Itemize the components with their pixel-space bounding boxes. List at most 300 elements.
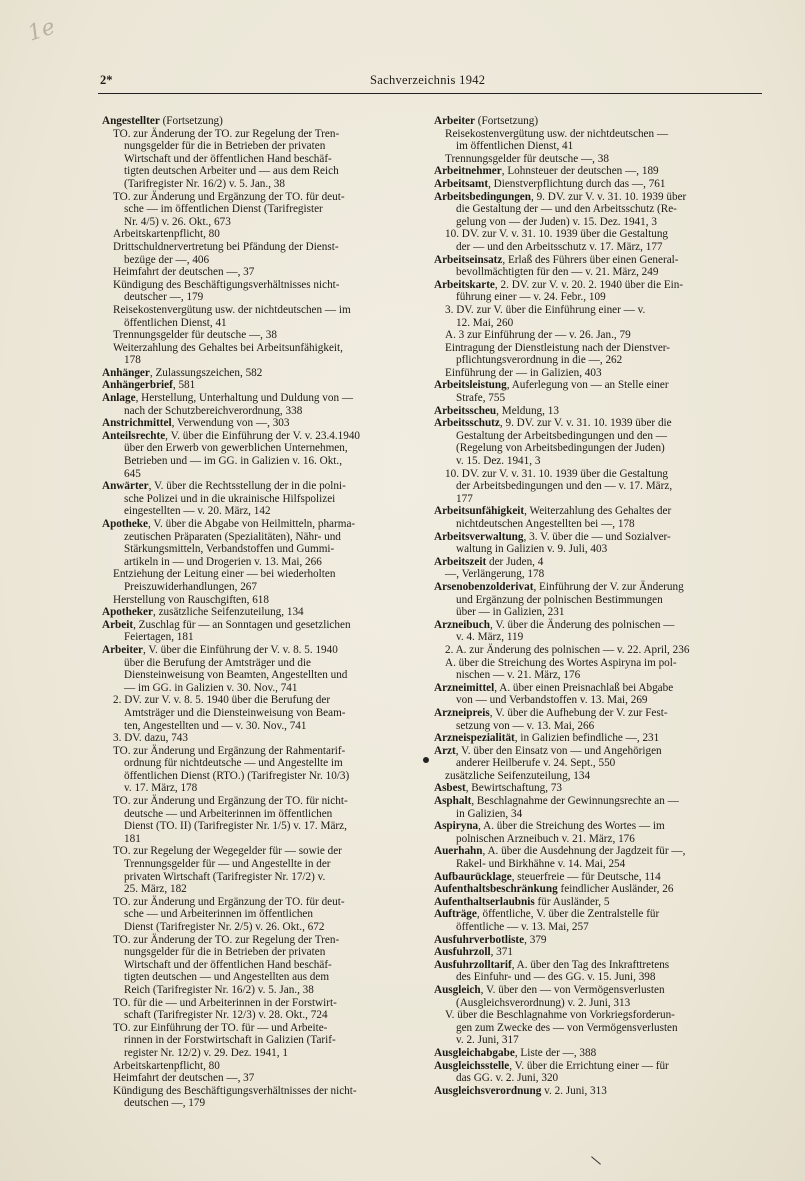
- index-entry-heading-line: [434, 417, 764, 430]
- index-text: , Weiterzahlung des Gehaltes der: [524, 505, 672, 518]
- index-entry-line: [434, 228, 764, 241]
- index-text: ten, Angestellten und — v. 30. Nov., 741: [124, 719, 307, 732]
- index-entry-line: [102, 342, 420, 355]
- index-text: Gestaltung der Arbeitsbedingungen und den —: [456, 429, 667, 442]
- index-entry-line: [102, 946, 420, 959]
- index-text: Eintragung der Dienstleistung nach der Dienstver-: [445, 341, 671, 354]
- index-entry-line: [102, 934, 420, 947]
- index-text: , 581: [172, 379, 196, 392]
- index-text: TO. zur Einführung der TO. für — und Arbeite-: [113, 1021, 328, 1034]
- index-entry-line: [102, 594, 420, 607]
- index-entry-line: [102, 178, 420, 191]
- index-entry-line: [102, 921, 420, 934]
- index-entry-heading-line: [434, 531, 764, 544]
- index-column-right: [434, 115, 764, 1097]
- index-text: , V. über die Rechtsstellung der in die polni-: [148, 480, 346, 493]
- index-keyword: Anteilsrechte: [102, 429, 166, 442]
- index-text: Arbeitskartenpflicht, 80: [113, 228, 220, 241]
- index-entry-line: [102, 657, 420, 670]
- index-entry-line: [102, 317, 420, 330]
- index-text: Wirtschaft und der öffentlichen Hand beschäf-: [124, 152, 332, 165]
- index-text: , Dienstverpflichtung durch das —, 761: [488, 177, 666, 190]
- index-entry-heading-line: [434, 845, 764, 858]
- index-text: im öffentlichen Dienst, 41: [456, 140, 574, 153]
- index-text: Heimfahrt der deutschen —, 37: [113, 1072, 255, 1085]
- index-text: nischen — v. 21. März, 176: [456, 669, 581, 682]
- index-text: Feiertagen, 181: [124, 631, 194, 644]
- index-entry-line: [434, 367, 764, 380]
- index-entry-heading-line: [102, 417, 420, 430]
- index-text: 10. DV. zur V. v. 31. 10. 1939 über die Gestaltung: [445, 228, 669, 241]
- index-text: TO. für die — und Arbeiterinnen in der Forstwirt-: [113, 996, 337, 1009]
- index-text: , Liste der —, 388: [514, 1046, 597, 1059]
- index-keyword: Arzneispezialität: [434, 732, 515, 745]
- index-entry-line: [102, 140, 420, 153]
- index-text: TO. zur Änderung und Ergänzung der TO. für nicht-: [113, 795, 348, 808]
- index-entry-line: [102, 128, 420, 141]
- index-entry-line: [102, 304, 420, 317]
- index-text: Betrieben und — im GG. in Galizien v. 16. Okt.,: [124, 455, 343, 468]
- index-entry-line: [102, 543, 420, 556]
- index-keyword: Arbeitszeit: [434, 555, 487, 568]
- index-entry-line: [102, 984, 420, 997]
- index-text: (Tarifregister Nr. 16/2) v. 5. Jan., 38: [124, 177, 285, 190]
- index-entry-line: [102, 468, 420, 481]
- index-keyword: Anhänger: [102, 366, 150, 379]
- index-text: Reisekostenvergütung usw. der nichtdeutschen — im: [113, 303, 351, 316]
- index-text: setzung von — v. 13. Mai, 266: [456, 719, 595, 732]
- index-text: v. 15. Dez. 1941, 3: [456, 455, 541, 468]
- index-text: privaten Wirtschaft (Tarifregister Nr. 17/2) v.: [124, 870, 326, 883]
- index-entry-line: [434, 354, 764, 367]
- index-entry-line: [434, 1009, 764, 1022]
- index-entry-line: [102, 354, 420, 367]
- index-keyword: Anwärter: [102, 480, 149, 493]
- index-text: TO. zur Änderung und Ergänzung der TO. für deut-: [113, 190, 345, 203]
- index-text: 10. DV. zur V. v. 31. 10. 1939 über die Gestaltung: [445, 467, 669, 480]
- index-keyword: Angestellter: [102, 115, 160, 127]
- header-rule: [98, 93, 762, 94]
- index-entry-line: [434, 770, 764, 783]
- index-entry-line: [102, 1060, 420, 1073]
- index-entry-line: [434, 1034, 764, 1047]
- index-text: bevollmächtigten für den — v. 21. März, 249: [456, 266, 659, 279]
- index-keyword: Aufträge: [434, 908, 477, 921]
- index-entry-line: [434, 291, 764, 304]
- index-entry-line: [102, 720, 420, 733]
- index-keyword: Ausfuhrzolltarif: [434, 958, 512, 971]
- index-keyword: Auerhahn: [434, 845, 483, 858]
- index-entry-line: [102, 405, 420, 418]
- index-entry-heading-line: [434, 115, 764, 128]
- index-entry-line: [102, 883, 420, 896]
- index-text: v. 2. Juni, 313: [541, 1084, 607, 1097]
- index-text: gen zum Zwecke des — von Vermögensverlusten: [456, 1021, 678, 1034]
- index-entry-line: [102, 1072, 420, 1085]
- index-text: 645: [124, 467, 141, 480]
- index-entry-line: [102, 291, 420, 304]
- margin-mark: [591, 1156, 601, 1164]
- index-keyword: Arbeit: [102, 618, 134, 631]
- index-entry-line: [434, 808, 764, 821]
- index-text: Amtsträger und die Diensteinweisung von Beam-: [124, 706, 346, 719]
- index-text: A. über die Streichung des Wortes Aspiryna im pol-: [445, 656, 677, 669]
- index-text: von — und Verbandstoffen v. 13. Mai, 269: [456, 694, 648, 707]
- index-entry-line: [102, 1097, 420, 1110]
- index-text: , öffentliche, V. über die Zentralstelle für: [476, 908, 660, 921]
- index-entry-heading-line: [102, 115, 420, 128]
- index-entry-line: [102, 845, 420, 858]
- index-keyword: Anstrichmittel: [102, 417, 172, 430]
- index-entry-line: [434, 140, 764, 153]
- index-text: zeutischen Präparaten (Spezialitäten), Nähr- und: [124, 530, 341, 543]
- index-entry-line: [434, 694, 764, 707]
- index-text: tigten deutschen — und Angestellten aus dem: [124, 971, 330, 984]
- index-entry-heading-line: [434, 505, 764, 518]
- index-text: 181: [124, 832, 141, 845]
- index-entry-line: [434, 657, 764, 670]
- index-text: 12. Mai, 260: [456, 316, 514, 329]
- index-keyword: Arbeitsbedingungen: [434, 190, 531, 203]
- index-text: Entziehung der Leitung einer — bei wiederholten: [113, 568, 336, 581]
- index-text: Kündigung des Beschäftigungsverhältnisses der nicht-: [113, 1084, 357, 1097]
- index-entry-line: [434, 606, 764, 619]
- index-entry-line: [102, 493, 420, 506]
- index-text: Strafe, 755: [456, 392, 506, 405]
- index-text: , A. über die Ausdehnung der Jagdzeit für —,: [482, 845, 686, 858]
- index-entry-line: [434, 858, 764, 871]
- index-entry-line: [102, 971, 420, 984]
- index-entry-line: [434, 266, 764, 279]
- index-entry-line: [102, 581, 420, 594]
- index-text: v. 4. März, 119: [456, 631, 524, 644]
- index-text: tigten deutschen Arbeiter und — aus dem Reich: [124, 165, 339, 178]
- index-text: rinnen in der Forstwirtschaft in Galizien (Tarif-: [124, 1034, 336, 1047]
- index-entry-line: [434, 669, 764, 682]
- index-entry-line: [434, 317, 764, 330]
- index-entry-line: [434, 442, 764, 455]
- index-entry-heading-line: [434, 934, 764, 947]
- index-entry-heading-line: [434, 581, 764, 594]
- index-keyword: Apotheker: [102, 606, 153, 619]
- index-text: eingestellten — v. 20. März, 142: [124, 505, 271, 518]
- index-entry-line: [434, 455, 764, 468]
- page-title: Sachverzeichnis 1942: [370, 73, 486, 87]
- index-entry-line: [102, 254, 420, 267]
- index-text: 3. DV. zur V. über die Einführung einer — v.: [445, 303, 646, 316]
- index-text: , V. über die Einführung der V. v. 23.4.1940: [165, 429, 361, 442]
- index-text: , Lohnsteuer der deutschen —, 189: [501, 165, 659, 178]
- index-text: TO. zur Regelung der Wegegelder für — sowie der: [113, 845, 342, 858]
- index-entry-line: [102, 1085, 420, 1098]
- index-entry-line: [102, 669, 420, 682]
- index-entry-heading-line: [434, 405, 764, 418]
- index-keyword: Ausgleichabgabe: [434, 1046, 515, 1059]
- index-text: der Juden, 4: [486, 555, 544, 568]
- index-entry-line: [102, 153, 420, 166]
- index-entry-heading-line: [434, 883, 764, 896]
- index-keyword: Arzt: [434, 744, 456, 757]
- index-text: Arbeitskartenpflicht, 80: [113, 1059, 220, 1072]
- index-entry-line: [102, 858, 420, 871]
- index-keyword: Asphalt: [434, 795, 472, 808]
- index-text: öffentlichen Dienst (RTO.) (Tarifregister Nr. 10/3): [124, 769, 350, 782]
- index-entry-heading-line: [434, 379, 764, 392]
- index-entry-heading-line: [434, 896, 764, 909]
- index-entry-line: [434, 568, 764, 581]
- index-text: 25. März, 182: [124, 883, 187, 896]
- index-text: des Einfuhr- und — des GG. v. 15. Juni, 398: [456, 971, 656, 984]
- index-keyword: Arbeiter: [102, 643, 143, 656]
- index-entry-line: [102, 631, 420, 644]
- index-text: 177: [456, 492, 473, 505]
- index-text: , 9. DV. zur V. v. 31. 10. 1939 über: [530, 190, 687, 203]
- index-entry-line: [102, 279, 420, 292]
- index-text: pflichtungsverordnung in die —, 262: [456, 354, 623, 367]
- index-keyword: Arsenobenzolderivat: [434, 580, 534, 593]
- index-entry-heading-line: [434, 619, 764, 632]
- index-text: TO. zur Änderung und Ergänzung der TO. für deut-: [113, 895, 345, 908]
- index-text: zusätzliche Seifenzuteilung, 134: [445, 769, 591, 782]
- index-entry-line: [434, 329, 764, 342]
- index-entry-heading-line: [434, 908, 764, 921]
- index-text: V. über die Beschlagnahme von Vorkriegsforderun-: [445, 1009, 675, 1022]
- index-text: Reisekostenvergütung usw. der nichtdeutschen —: [445, 127, 669, 140]
- index-keyword: Asbest: [434, 782, 466, 795]
- index-entry-heading-line: [434, 1060, 764, 1073]
- index-text: Dienst (Tarifregister Nr. 2/5) v. 26. Okt., 672: [124, 921, 325, 933]
- index-text: Diensteinweisung von Beamten, Angestellten und: [124, 669, 348, 682]
- index-text: öffentliche — v. 13. Mai, 257: [456, 921, 589, 933]
- index-entry-line: [102, 1047, 420, 1060]
- index-keyword: Ausgleichsstelle: [434, 1059, 510, 1072]
- index-keyword: Aufbaurücklage: [434, 870, 512, 883]
- index-entry-line: [102, 568, 420, 581]
- index-keyword: Arbeitsamt: [434, 177, 489, 190]
- index-keyword: Arzneibuch: [434, 618, 490, 631]
- index-text: , Zuschlag für — an Sonntagen und gesetzlichen: [133, 618, 351, 631]
- index-text: polnischen Arzneibuch v. 21. März, 176: [456, 832, 635, 845]
- index-text: , steuerfreie — für Deutsche, 114: [511, 870, 661, 883]
- index-text: (Fortsetzung): [475, 115, 539, 127]
- index-entry-line: [434, 720, 764, 733]
- index-entry-line: [102, 795, 420, 808]
- index-text: 2. A. zur Änderung des polnischen — v. 22. April, 236: [445, 643, 690, 656]
- index-entry-line: [434, 203, 764, 216]
- index-entry-line: [434, 493, 764, 506]
- index-entry-line: [102, 1009, 420, 1022]
- index-entry-heading-line: [434, 707, 764, 720]
- index-entry-line: [102, 808, 420, 821]
- index-entry-line: [102, 455, 420, 468]
- index-entry-heading-line: [434, 254, 764, 267]
- index-text: 3. DV. dazu, 743: [113, 732, 188, 745]
- index-entry-heading-line: [102, 379, 420, 392]
- index-text: , 2. DV. zur V. v. 20. 2. 1940 über die Ein-: [494, 278, 684, 291]
- index-text: nungsgelder für die in Betrieben der privaten: [124, 140, 326, 153]
- index-entry-line: [102, 707, 420, 720]
- index-text: v. 2. Juni, 317: [456, 1034, 519, 1047]
- index-entry-line: [102, 959, 420, 972]
- index-text: Einführung der — in Galizien, 403: [445, 366, 602, 379]
- index-text: ordnung für nichtdeutsche — und Angestellte im: [124, 757, 343, 770]
- index-text: Weiterzahlung des Gehaltes bei Arbeitsunfähigkeit,: [113, 341, 343, 354]
- index-entry-line: [102, 556, 420, 569]
- index-text: die Gestaltung der — und den Arbeitsschutz (Re-: [456, 203, 677, 216]
- index-entry-heading-line: [434, 682, 764, 695]
- index-entry-line: [102, 442, 420, 455]
- index-entry-line: [434, 468, 764, 481]
- index-entry-line: [434, 631, 764, 644]
- index-entry-line: [434, 392, 764, 405]
- index-text: , V. über die Änderung des polnischen —: [489, 618, 675, 631]
- index-keyword: Arbeitsverwaltung: [434, 530, 524, 543]
- index-text: (Ausgleichsverordnung) v. 2. Juni, 313: [456, 996, 631, 1009]
- index-text: , V. über den — von Vermögensverlusten: [480, 983, 665, 996]
- index-entry-heading-line: [434, 871, 764, 884]
- index-entry-line: [434, 543, 764, 556]
- index-entry-heading-line: [434, 795, 764, 808]
- index-entry-heading-line: [434, 732, 764, 745]
- index-keyword: Ausgleich: [434, 983, 481, 996]
- index-entry-line: [434, 644, 764, 657]
- index-text: , A. über einen Preisnachlaß bei Abgabe: [494, 681, 674, 694]
- index-text: , 371: [490, 946, 513, 959]
- index-text: über den Erwerb von gewerblichen Unternehmen,: [124, 442, 348, 455]
- index-entry-line: [102, 191, 420, 204]
- index-text: (Fortsetzung): [159, 115, 223, 127]
- index-text: öffentlichen Dienst, 41: [124, 316, 227, 329]
- margin-dot: [423, 757, 429, 763]
- index-text: führung einer — v. 24. Febr., 109: [456, 291, 606, 304]
- index-keyword: Ausfuhrverbotliste: [434, 933, 525, 946]
- index-text: Trennungsgelder für deutsche —, 38: [113, 329, 277, 342]
- index-entry-heading-line: [102, 392, 420, 405]
- index-text: waltung in Galizien v. 9. Juli, 403: [456, 543, 608, 556]
- index-text: —, Verlängerung, 178: [445, 568, 545, 581]
- index-text: deutscher —, 179: [124, 291, 204, 304]
- index-entry-heading-line: [434, 946, 764, 959]
- index-text: , V. über die Aufhebung der V. zur Fest-: [489, 706, 668, 719]
- index-entry-line: [434, 997, 764, 1010]
- index-text: und Ergänzung der polnischen Bestimmungen: [456, 593, 663, 606]
- index-entry-line: [102, 165, 420, 178]
- index-text: Heimfahrt der deutschen —, 37: [113, 266, 255, 279]
- index-entry-heading-line: [434, 745, 764, 758]
- index-text: , V. über die Abgabe von Heilmitteln, pharma-: [148, 518, 356, 530]
- index-entry-line: [434, 216, 764, 229]
- index-keyword: Aufenthaltsbeschränkung: [434, 883, 558, 896]
- index-text: deutschen —, 179: [124, 1097, 206, 1110]
- index-text: sche — im öffentlichen Dienst (Tarifregister: [124, 203, 323, 216]
- index-text: Trennungsgelder für deutsche —, 38: [445, 152, 609, 165]
- index-entry-line: [434, 153, 764, 166]
- index-text: , A. über die Streichung des Wortes — im: [478, 820, 665, 833]
- index-keyword: Arbeiter: [434, 115, 475, 127]
- index-entry-line: [434, 128, 764, 141]
- index-entry-line: [102, 241, 420, 254]
- index-entry-line: [102, 228, 420, 241]
- index-text: Stärkungsmitteln, Verbandstoffen und Gummi-: [124, 543, 335, 556]
- index-text: Trennungsgelder für — und Angestellte in der: [124, 858, 331, 871]
- index-text: der — und den Arbeitsschutz v. 17. März, 177: [456, 240, 663, 253]
- index-text: , Beschlagnahme der Gewinnungsrechte an —: [471, 795, 679, 808]
- index-text: Preiszuwiderhandlungen, 267: [124, 580, 257, 593]
- index-text: Drittschuldnervertretung bei Pfändung der Dienst-: [113, 240, 339, 253]
- index-entry-line: [102, 505, 420, 518]
- index-text: TO. zur Änderung der TO. zur Regelung der Tren-: [113, 933, 340, 946]
- index-entry-heading-line: [102, 619, 420, 632]
- index-entry-line: [102, 871, 420, 884]
- index-entry-line: [102, 757, 420, 770]
- index-text: bezüge der —, 406: [124, 253, 210, 266]
- index-text: , A. über den Tag des Inkrafttretens: [511, 958, 670, 971]
- index-text: feindlicher Ausländer, 26: [557, 883, 674, 896]
- index-keyword: Ausgleichsverordnung: [434, 1084, 542, 1097]
- index-text: , Erlaß des Führers über einen General-: [502, 253, 679, 266]
- index-text: , 3. V. über die — und Sozialver-: [523, 530, 671, 543]
- index-keyword: Aspiryna: [434, 820, 479, 833]
- index-text: Rakel- und Birkhähne v. 14. Mai, 254: [456, 858, 626, 871]
- index-text: Reich (Tarifregister Nr. 16/2) v. 5. Jan., 38: [124, 983, 314, 996]
- index-text: schaft (Tarifregister Nr. 12/3) v. 28. Okt., 724: [124, 1009, 328, 1022]
- index-text: artikeln in — und Drogerien v. 13. Mai, 266: [124, 555, 322, 568]
- index-keyword: Arbeitseinsatz: [434, 253, 503, 266]
- index-text: , in Galizien befindliche —, 231: [514, 732, 660, 745]
- index-keyword: Anhängerbrief: [102, 379, 173, 392]
- index-text: das GG. v. 2. Juni, 320: [456, 1072, 559, 1085]
- index-entry-heading-line: [102, 606, 420, 619]
- index-entry-line: [102, 770, 420, 783]
- index-text: , Herstellung, Unterhaltung und Duldung von —: [135, 392, 354, 405]
- index-text: , Meldung, 13: [496, 404, 559, 417]
- index-text: nichtdeutschen Angestellten bei —, 178: [456, 518, 635, 530]
- index-entry-heading-line: [434, 556, 764, 569]
- index-text: Dienst (TO. II) (Tarifregister Nr. 1/5) v. 17. März,: [124, 820, 347, 833]
- index-entry-line: [102, 694, 420, 707]
- index-entry-heading-line: [434, 984, 764, 997]
- index-entry-line: [102, 745, 420, 758]
- index-entry-line: [434, 342, 764, 355]
- index-text: register Nr. 12/2) v. 29. Dez. 1941, 1: [124, 1046, 288, 1059]
- index-entry-heading-line: [434, 1047, 764, 1060]
- index-entry-line: [102, 732, 420, 745]
- index-text: , Zulassungszeichen, 582: [149, 366, 263, 379]
- index-entry-line: [434, 430, 764, 443]
- index-text: , zusätzliche Seifenzuteilung, 134: [152, 606, 304, 619]
- index-text: anderer Heilberufe v. 24. Sept., 550: [456, 757, 616, 770]
- index-entry-line: [102, 782, 420, 795]
- index-text: in Galizien, 34: [456, 807, 523, 820]
- index-entry-line: [102, 997, 420, 1010]
- index-text: , 9. DV. zur V. v. 31. 10. 1939 über die: [499, 417, 672, 430]
- index-text: Wirtschaft und der öffentlichen Hand beschäf-: [124, 958, 332, 971]
- index-text: A. 3 zur Einführung der — v. 26. Jan., 79: [445, 329, 631, 342]
- index-entry-line: [434, 1022, 764, 1035]
- index-entry-heading-line: [434, 820, 764, 833]
- index-text: , V. über die Einführung der V. v. 8. 5. 1940: [143, 643, 338, 656]
- index-entry-heading-line: [434, 178, 764, 191]
- index-text: (Regelung von Arbeitsbedingungen der Juden): [456, 442, 665, 455]
- index-text: TO. zur Änderung und Ergänzung der Rahmentarif-: [113, 744, 346, 757]
- index-entry-line: [434, 757, 764, 770]
- page-number: 2*: [100, 73, 113, 87]
- index-entry-line: [102, 896, 420, 909]
- index-keyword: Aufenthaltserlaubnis: [434, 895, 535, 908]
- index-entry-heading-line: [102, 430, 420, 443]
- index-text: deutsche — und Arbeiterinnen im öffentlichen: [124, 807, 333, 820]
- index-keyword: Arbeitsschutz: [434, 417, 500, 430]
